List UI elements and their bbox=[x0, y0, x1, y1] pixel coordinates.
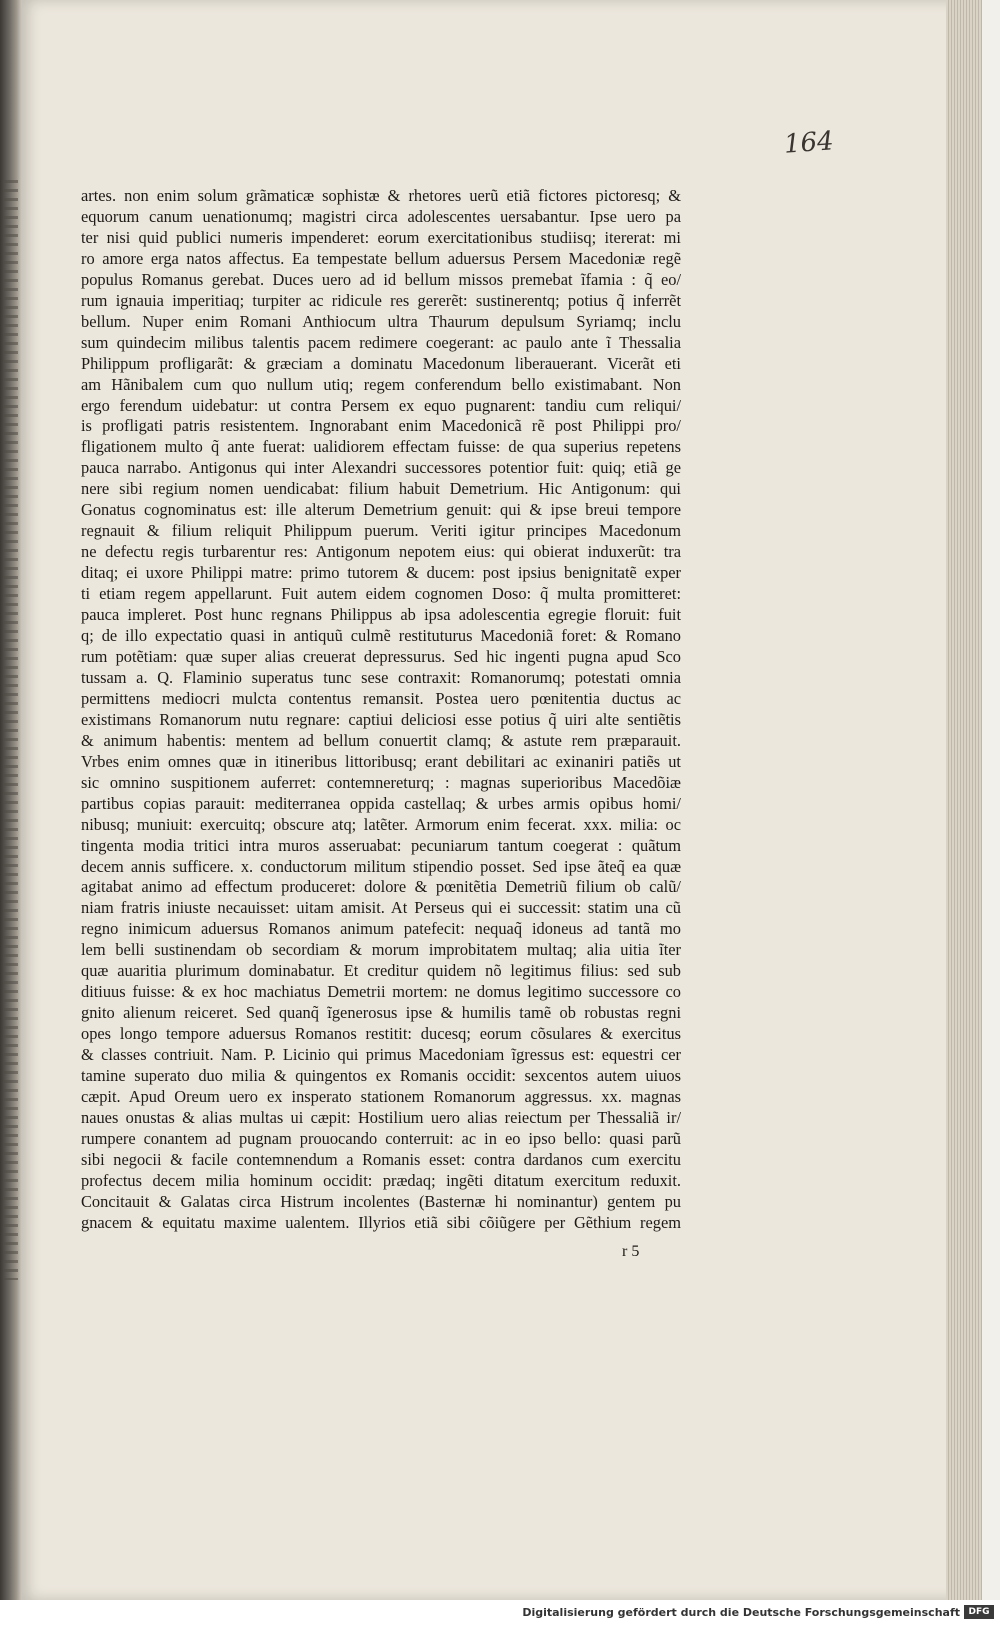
text-line: pauca narrabo. Antigonus qui inter Alexandri successores potentior fuit: quiq; etiã ge bbox=[81, 458, 681, 478]
text-line: sum quindecim milibus talentis pacem redimere coegerant: ac paulo ante ĩ Thessalia bbox=[81, 332, 681, 352]
text-line: tamine superato duo milia & quingentos ex Romanis occidit: sexcentos autem uiuos bbox=[81, 1066, 681, 1086]
text-line: partibus copias parauit: mediterranea oppida castellaq; & urbes armis opibus homi/ bbox=[81, 793, 681, 813]
text-line: ro amore erga natos affectus. Ea tempestate bellum aduersus Persem Macedoniæ regẽ bbox=[81, 248, 681, 268]
text-line: fligationem multo q̃ ante fuerat: ualidiorem effectam fuisse: de qua superius repetens bbox=[81, 437, 681, 457]
text-line: gnito alienum reiceret. Sed quanq̃ ĩgenerosus ipse & humilis tamẽ ob robustas regni bbox=[81, 1003, 681, 1023]
text-line: nere sibi regium nomen uendicabat: filium habuit Demetrium. Hic Antigonum: qui bbox=[81, 479, 681, 499]
text-line: artes. non enim solum grãmaticæ sophistæ & rhetores uerũ etiã fictores pictoresq; & bbox=[81, 186, 681, 205]
text-line: tingenta modia tritici intra muros asseruabat: pecuniarum tantum coegerat : quãtum bbox=[81, 835, 681, 855]
text-line: Vrbes enim omnes quæ in itineribus littoribusq; erant debilitari ac exinaniri patiẽs ut bbox=[81, 751, 681, 771]
text-line: regnauit & filium reliquit Philippum puerum. Veriti igitur principes Macedonum bbox=[81, 521, 681, 541]
text-line: permittens mediocri mulcta contentus remansit. Postea uero pœnitentia ductus ac bbox=[81, 688, 681, 708]
folio-number: 164 bbox=[783, 126, 835, 160]
text-line: pauca impleret. Post hunc regnans Philippus ab ipsa adolescentia egregie floruit: fuit bbox=[81, 605, 681, 625]
text-line: quæ auaritia plurimum dominabatur. Et creditur quidem nõ legitimus filius: sed sub bbox=[81, 961, 681, 981]
text-line: Philippum profligarãt: & græciam a dominatu Macedonum liberauerant. Vicerãt eti bbox=[81, 353, 681, 373]
text-line: Concitauit & Galatas circa Histrum incolentes (Basternæ hi nominantur) gentem pu bbox=[81, 1191, 681, 1211]
text-line: regno inimicum aduersus Romanos animum patefecit: nequaq̃ idoneus ad tantã mo bbox=[81, 919, 681, 939]
text-line: ergo ferendum uidebatur: ut contra Persem ex equo pugnarent: tandiu cum reliqui/ bbox=[81, 395, 681, 415]
facing-page-edge bbox=[0, 0, 22, 1600]
text-line: ter nisi quid publici numeris impenderet: eorum exercitationibus studiisq; itererat: mi bbox=[81, 227, 681, 247]
text-line: & animum habentis: mentem ad bellum conuertit clamq; & astute rem præparauit. bbox=[81, 730, 681, 750]
facing-page-text-remnant bbox=[4, 180, 18, 1280]
text-line: is profligati patris resistentem. Ingnorabant enim Macedonicã rẽ post Philippi pro/ bbox=[81, 416, 681, 436]
text-line: ne defectu regis turbarentur res: Antigonum nepotem eius: qui obierat induxerũt: tra bbox=[81, 542, 681, 562]
text-line: rum ignauia imperitiaq; turpiter ac ridicule res gererẽt: sustinerentq; potius q̃ inferrẽt bbox=[81, 290, 681, 310]
main-text-block bbox=[81, 186, 681, 1234]
text-line: rum potẽtiam: quæ super alias creuerat depressurus. Sed hic ingenti pugna apud Sco bbox=[81, 646, 681, 666]
text-line: nibusq; muniuit: exercuitq; obscure atq; latẽter. Armorum enim fecerat. xxx. milia: oc bbox=[81, 814, 681, 834]
text-line: bellum. Nuper enim Romani Anthiocum ultra Thaurum depulsum Syriamq; inclu bbox=[81, 311, 681, 331]
text-line: & classes contriuit. Nam. P. Licinio qui primus Macedoniam ĩgressus est: equestri cer bbox=[81, 1045, 681, 1065]
text-line: sic omnino suspitionem auferret: contemnereturq; : magnas superioribus Macedõiæ bbox=[81, 772, 681, 792]
funding-credit: Digitalisierung gefördert durch die Deutsche Forschungsgemeinschaft bbox=[522, 1606, 960, 1619]
text-line: profectus decem milia hominum occidit: prædaq; ingẽti ditatum exercitum reduxit. bbox=[81, 1170, 681, 1190]
text-line: agitabat animo ad effectum produceret: dolore & pœnitẽtia Demetriũ filium ob calũ/ bbox=[81, 877, 681, 897]
text-line: ditaq; ei uxore Philippi matre: primo tutorem & ducem: post ipsius benignitatẽ exper bbox=[81, 563, 681, 583]
text-line: sibi negocii & facile contemnendum a Romanis esset: contra dardanos cum exercitu bbox=[81, 1149, 681, 1169]
text-line: am Hãnibalem cum quo nullum utiq; regem conferendum bello existimabant. Non bbox=[81, 374, 681, 394]
page-stack-edges bbox=[946, 0, 982, 1600]
text-line: q; de illo expectatio quasi in antiquũ culmẽ restituturus Macedoniã foret: & Romano bbox=[81, 626, 681, 646]
text-line: tussam a. Q. Flaminio superatus tunc sese contraxit: Romanorumq; potestati omnia bbox=[81, 667, 681, 687]
signature-mark: r 5 bbox=[622, 1243, 640, 1260]
text-line: rumpere conantem ad pugnam prouocando conterruit: ac in eo ipso bello: quasi parũ bbox=[81, 1128, 681, 1148]
text-line: cæpit. Apud Oreum uero ex insperato stationem Romanorum aggressus. xx. magnas bbox=[81, 1086, 681, 1106]
text-line: existimans Romanorum nutu regnare: captiui deliciosi esse potius q̃ uiri alte sentiẽtis bbox=[81, 709, 681, 729]
text-line: lem belli sustinendam ob secordiam & morum improbitatem multaq; alia uitia ĩter bbox=[81, 940, 681, 960]
text-line: Gonatus cognominatus est: ille alterum Demetrium genuit: qui & ipse breui tempore bbox=[81, 500, 681, 520]
text-line: niam fratris iniuste necauisset: uitam amisit. At Perseus qui ei successit: statim una cũ bbox=[81, 898, 681, 918]
text-line: ti etiam regem appellarunt. Fuit autem eidem cognomen Doso: q̃ multa promitteret: bbox=[81, 584, 681, 604]
text-line: populus Romanus gerebat. Duces uero ad id bellum missos premebat ĩfamia : q̃ eo/ bbox=[81, 269, 681, 289]
text-line: ditiuus fuisse: & ex hoc machiatus Demetrii mortem: ne domus legitimo successore co bbox=[81, 982, 681, 1002]
text-line: equorum canum uenationumq; magistri circa adolescentes uersabantur. Ipse uero pa bbox=[81, 206, 681, 226]
text-line: gnacem & equitatu maxime ualentem. Illyrios etiã sibi cõiũgere per Gẽthium regem bbox=[81, 1212, 681, 1232]
text-line: naues onustas & alias multas ui cæpit: Hostilium uero alias reiectum per Thessaliã ir/ bbox=[81, 1107, 681, 1127]
text-line: opes longo tempore aduersus Romanos restitit: ducesq; eorum cõsulares & exercitus bbox=[81, 1024, 681, 1044]
text-line: decem annis sufficere. x. conductorum militum stipendio posset. Sed ipse ãteq̃ ea quæ bbox=[81, 856, 681, 876]
dfg-logo-icon: DFG bbox=[964, 1605, 994, 1619]
